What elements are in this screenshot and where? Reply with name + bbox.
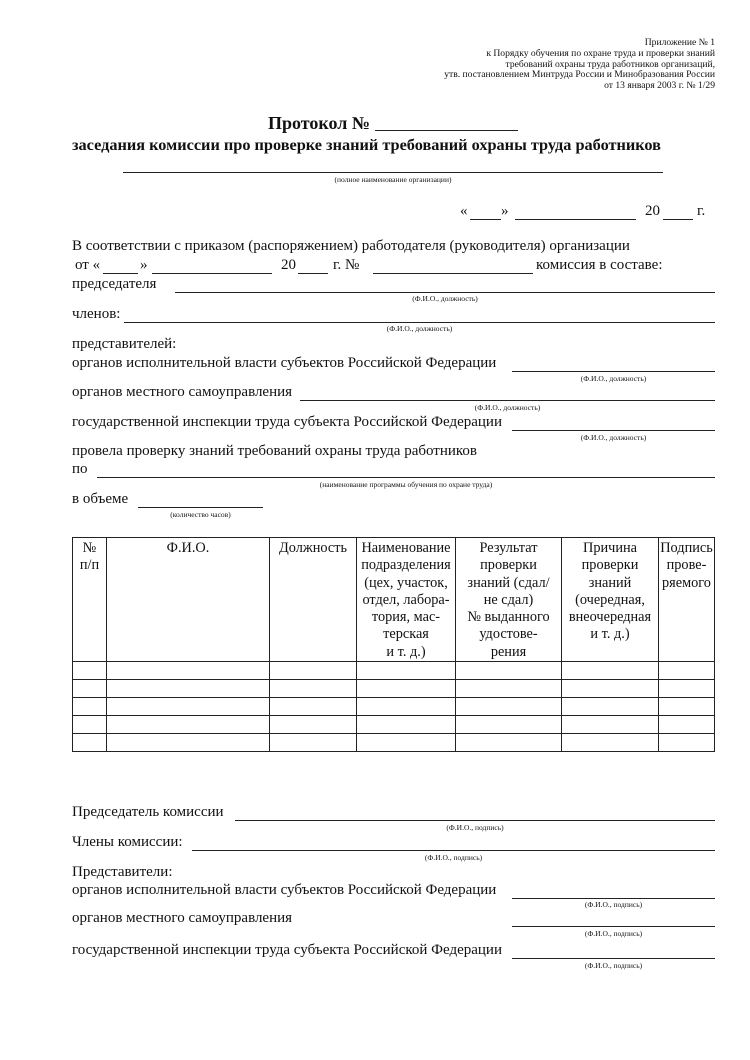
volume-label: в объеме [72,491,129,507]
header-text-line: внеочередная [568,609,652,626]
order-close-quote: » [140,257,148,273]
check-text: провела проверку знаний требований охраны труда работников [72,443,478,459]
representatives-label: представителей: [72,336,177,352]
members-label: членов: [72,306,121,322]
header-text-line: терская [383,626,429,643]
header-text-line: проверки [581,557,639,574]
table-cell[interactable] [73,662,107,680]
sig-local-caption: (Ф.И.О., подпись) [584,929,643,938]
table-row [73,698,715,716]
order-from: от « [75,257,101,273]
table-cell[interactable] [73,734,107,752]
table-cell[interactable] [107,734,270,752]
table-cell[interactable] [456,680,562,698]
header-text-line: рения [490,643,527,660]
table-cell[interactable] [357,680,456,698]
order-day-field[interactable] [103,273,138,274]
table-cell[interactable] [270,734,357,752]
inspection-caption: (Ф.И.О., должность) [580,433,647,442]
table-cell[interactable] [562,716,659,734]
sig-inspection-label: государственной инспекции труда субъекта Российской Федерации [72,942,502,958]
header-text-line: Причина [583,540,637,556]
date-century: 20 [645,203,660,219]
table-cell[interactable] [107,698,270,716]
table-cell[interactable] [357,716,456,734]
sig-local-label: органов местного самоуправления [72,910,293,926]
program-field[interactable] [97,477,715,478]
exec-bodies-field[interactable] [512,371,715,372]
date-close-quote: » [501,203,509,219]
sig-exec-label: органов исполнительной власти субъектов Российской Федерации [72,882,497,898]
local-gov-label: органов местного самоуправления [72,384,293,400]
table-cell[interactable] [357,698,456,716]
table-header-cell [107,538,270,662]
header-text-line: Результат [479,540,538,556]
table-row [73,662,715,680]
table-cell[interactable] [73,716,107,734]
table-cell[interactable] [357,734,456,752]
header-text-line: (цех, участок, [364,574,448,591]
header-text-line: не сдал) [483,591,534,608]
program-caption: (наименование программы обучения по охране труда) [319,480,493,489]
exec-bodies-label: органов исполнительной власти субъектов Российской Федерации [72,355,497,371]
sig-chair-label: Председатель комиссии [72,804,224,820]
table-header-row [73,538,715,662]
header-text-line: знаний [588,574,632,591]
header-text-line: удостове- [479,626,538,643]
organization-caption: (полное наименование организации) [334,175,452,184]
header-text-line: и т. д.) [590,626,630,643]
exec-bodies-caption: (Ф.И.О., должность) [580,374,647,383]
header-text-line: проверки [480,557,537,574]
sig-members-label: Члены комиссии: [72,834,183,850]
commission-label: комиссия в составе: [536,257,663,273]
results-table-body [73,538,715,752]
appendix-line-4: утв. постановлением Минтруда России и Минобразования России [444,69,715,81]
table-cell[interactable] [562,680,659,698]
appendix-line-3: требований охраны труда работников организаций, [505,58,715,70]
sig-members-field[interactable] [192,850,715,851]
results-table [72,537,715,752]
table-header-cell [456,538,562,662]
header-text-line: (очередная, [575,591,645,608]
table-cell[interactable] [562,698,659,716]
date-year-field[interactable] [663,219,693,220]
header-text-line: Наименование [361,540,451,556]
table-cell[interactable] [456,662,562,680]
order-month-field[interactable] [152,273,272,274]
protocol-subtitle: заседания комиссии про проверке знаний требований охраны труда работников [72,135,661,154]
sig-chair-caption: (Ф.И.О., подпись) [446,823,504,832]
hours-field[interactable] [138,507,263,508]
table-cell[interactable] [659,698,715,716]
organization-name-field[interactable] [123,172,663,173]
table-cell[interactable] [107,662,270,680]
table-header-cell [562,538,659,662]
order-text: В соответствии с приказом (распоряжением) работодателя (руководителя) организации [72,238,630,254]
header-text-line: Должность [279,540,347,556]
protocol-title: Протокол № [268,113,370,133]
appendix-line-1: Приложение № 1 [644,37,715,48]
inspection-field[interactable] [512,430,715,431]
header-text-line: ряемого [662,574,711,591]
sig-inspection-field[interactable] [512,958,715,959]
chair-label: председателя [72,276,157,292]
sig-inspection-caption: (Ф.И.О., подпись) [584,961,643,970]
table-cell[interactable] [659,716,715,734]
sig-reps-label: Представители: [72,864,173,880]
table-header-cell [659,538,715,662]
order-number-label: г. № [333,257,360,273]
header-text-line: тория, мас- [371,609,441,626]
header-text-line: и т. д.) [386,643,426,660]
table-header-cell [73,538,107,662]
table-cell[interactable] [270,716,357,734]
appendix-line-2: к Порядку обучения по охране труда и проверки знаний [486,47,715,59]
table-cell[interactable] [270,662,357,680]
chair-field[interactable] [175,292,715,293]
date-year-suffix: г. [697,203,706,219]
order-year-field[interactable] [298,273,328,274]
sig-local-field[interactable] [512,926,715,927]
table-cell[interactable] [73,698,107,716]
table-row [73,680,715,698]
sig-chair-field[interactable] [235,820,715,821]
members-caption: (Ф.И.О., должность) [386,324,453,333]
header-text-line: прове- [666,557,707,574]
appendix-line-5: от 13 января 2003 г. № 1/29 [604,80,715,92]
table-cell[interactable] [456,734,562,752]
chair-caption: (Ф.И.О., должность) [412,294,478,303]
table-cell[interactable] [357,662,456,680]
date-month-field[interactable] [515,219,636,220]
table-cell[interactable] [659,662,715,680]
table-cell[interactable] [562,662,659,680]
header-text-line: Подпись [660,540,713,556]
header-text-line: знаний (сдал/ [467,574,550,591]
table-cell[interactable] [659,680,715,698]
table-cell[interactable] [270,680,357,698]
header-text-line: Ф.И.О. [166,540,210,556]
appendix-note [444,38,715,92]
table-cell[interactable] [456,716,562,734]
order-number-field[interactable] [373,273,533,274]
header-text-line: подразделения [361,557,451,574]
sig-exec-field[interactable] [512,898,715,899]
table-cell[interactable] [73,680,107,698]
header-text-line: № [82,540,97,556]
date-open-quote: « [460,203,468,219]
table-cell[interactable] [107,716,270,734]
table-cell[interactable] [456,698,562,716]
table-cell[interactable] [107,680,270,698]
sig-members-caption: (Ф.И.О., подпись) [424,853,483,862]
table-header-cell [357,538,456,662]
order-century: 20 [281,257,296,273]
protocol-number-field[interactable] [375,130,518,131]
table-cell[interactable] [562,734,659,752]
table-row [73,734,715,752]
members-field[interactable] [124,322,715,323]
sig-exec-caption: (Ф.И.О., подпись) [584,900,643,909]
table-header-cell [270,538,357,662]
local-gov-caption: (Ф.И.О., должность) [474,403,541,412]
header-text-line: № выданного [467,609,550,626]
date-day-field[interactable] [470,219,501,220]
header-text-line: отдел, лабора- [362,591,450,608]
table-cell[interactable] [659,734,715,752]
program-by-label: по [72,461,88,477]
inspection-label: государственной инспекции труда субъекта Российской Федерации [72,414,502,430]
hours-caption: (количество часов) [170,510,231,519]
local-gov-field[interactable] [300,400,715,401]
table-cell[interactable] [270,698,357,716]
table-row [73,716,715,734]
header-text-line: п/п [79,557,100,574]
